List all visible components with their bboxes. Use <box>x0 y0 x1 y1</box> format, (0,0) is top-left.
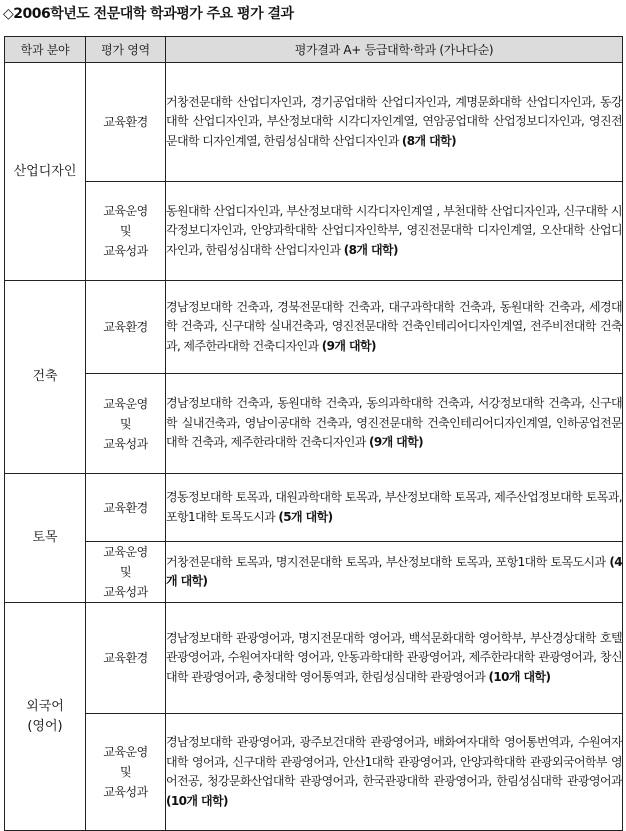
area-environment: 교육환경 <box>86 603 166 714</box>
header-area: 평가 영역 <box>86 37 166 63</box>
result-cell: 동원대학 산업디자인과, 부산정보대학 시각디자인계열 , 부천대학 산업디자인과, 신구대학 시각정보디자인과, 안양과학대학 산업디자인학부, 영진전문대학 디자인계열, 오산대학 산업디자인과, 한림성심대학 산업디자인과 (8개 대학) <box>166 182 623 281</box>
result-cell: 경남정보대학 관광영어과, 광주보건대학 관광영어과, 배화여자대학 영어통번역과, 수원여자대학 영어과, 신구대학 관광영어과, 안산1대학 관광영어과, 안양과학대학 관광외국어학부 영어전공, 청강문화산업대학 관광영어과, 한국관광대학 관광영어과, 한림성심대학 관광영어과 (10개 대학) <box>166 714 623 831</box>
area-environment: 교육환경 <box>86 474 166 542</box>
header-department: 학과 분야 <box>5 37 86 63</box>
table-row <box>5 182 623 281</box>
table-row <box>5 281 623 374</box>
area-environment: 교육환경 <box>86 63 166 182</box>
area-operation: 교육운영 및 교육성과 <box>86 182 166 281</box>
area-operation: 교육운영 및 교육성과 <box>86 542 166 603</box>
result-cell: 경동정보대학 토목과, 대원과학대학 토목과, 부산정보대학 토목과, 제주산업정보대학 토목과, 포항1대학 토목도시과 (5개 대학) <box>166 474 623 542</box>
header-result: 평가결과 A+ 등급대학·학과 (가나다순) <box>166 37 623 63</box>
table-row <box>5 714 623 831</box>
department-architecture: 건축 <box>5 281 86 474</box>
result-cell: 경남정보대학 관광영어과, 명지전문대학 영어과, 백석문화대학 영어학부, 부산경상대학 호텔관광영어과, 수원여자대학 영어과, 안동과학대학 관광영어과, 제주한라대학 관광영어과, 창신대학 관광영어과, 충청대학 영어통역과, 한림성심대학 관광영어과 (10개 대학) <box>166 603 623 714</box>
result-cell: 거창전문대학 토목과, 명지전문대학 토목과, 부산정보대학 토목과, 포항1대학 토목도시과 (4개 대학) <box>166 542 623 603</box>
page-title: ◇2006학년도 전문대학 학과평가 주요 평가 결과 <box>3 6 294 22</box>
department-foreign-language: 외국어 (영어) <box>5 603 86 831</box>
table-header-row <box>5 37 623 63</box>
table-row <box>5 474 623 542</box>
area-operation: 교육운영 및 교육성과 <box>86 714 166 831</box>
table-row <box>5 63 623 182</box>
department-industrial-design: 산업디자인 <box>5 63 86 281</box>
area-environment: 교육환경 <box>86 281 166 374</box>
result-cell: 거창전문대학 산업디자인과, 경기공업대학 산업디자인과, 계명문화대학 산업디자인과, 동강대학 산업디자인과, 부산정보대학 시각디자인계열, 연암공업대학 산업정보디자인과, 영진전문대학 디자인계열, 한림성심대학 산업디자인과 (8개 대학) <box>166 63 623 182</box>
table-row <box>5 542 623 603</box>
table-row <box>5 374 623 474</box>
evaluation-results-table <box>4 36 623 831</box>
department-civil-engineering: 토목 <box>5 474 86 603</box>
result-cell: 경남정보대학 건축과, 동원대학 건축과, 동의과학대학 건축과, 서강정보대학 건축과, 신구대학 실내건축과, 영남이공대학 건축과, 영진전문대학 건축인테리어디자인계열, 인하공업전문대학 건축과, 제주한라대학 건축디자인과 (9개 대학) <box>166 374 623 474</box>
result-cell: 경남정보대학 건축과, 경북전문대학 건축과, 대구과학대학 건축과, 동원대학 건축과, 세경대학 건축과, 신구대학 실내건축과, 영진전문대학 건축인테리어디자인계열, 전주비전대학 건축과, 제주한라대학 건축디자인과 (9개 대학) <box>166 281 623 374</box>
table-row <box>5 603 623 714</box>
area-operation: 교육운영 및 교육성과 <box>86 374 166 474</box>
